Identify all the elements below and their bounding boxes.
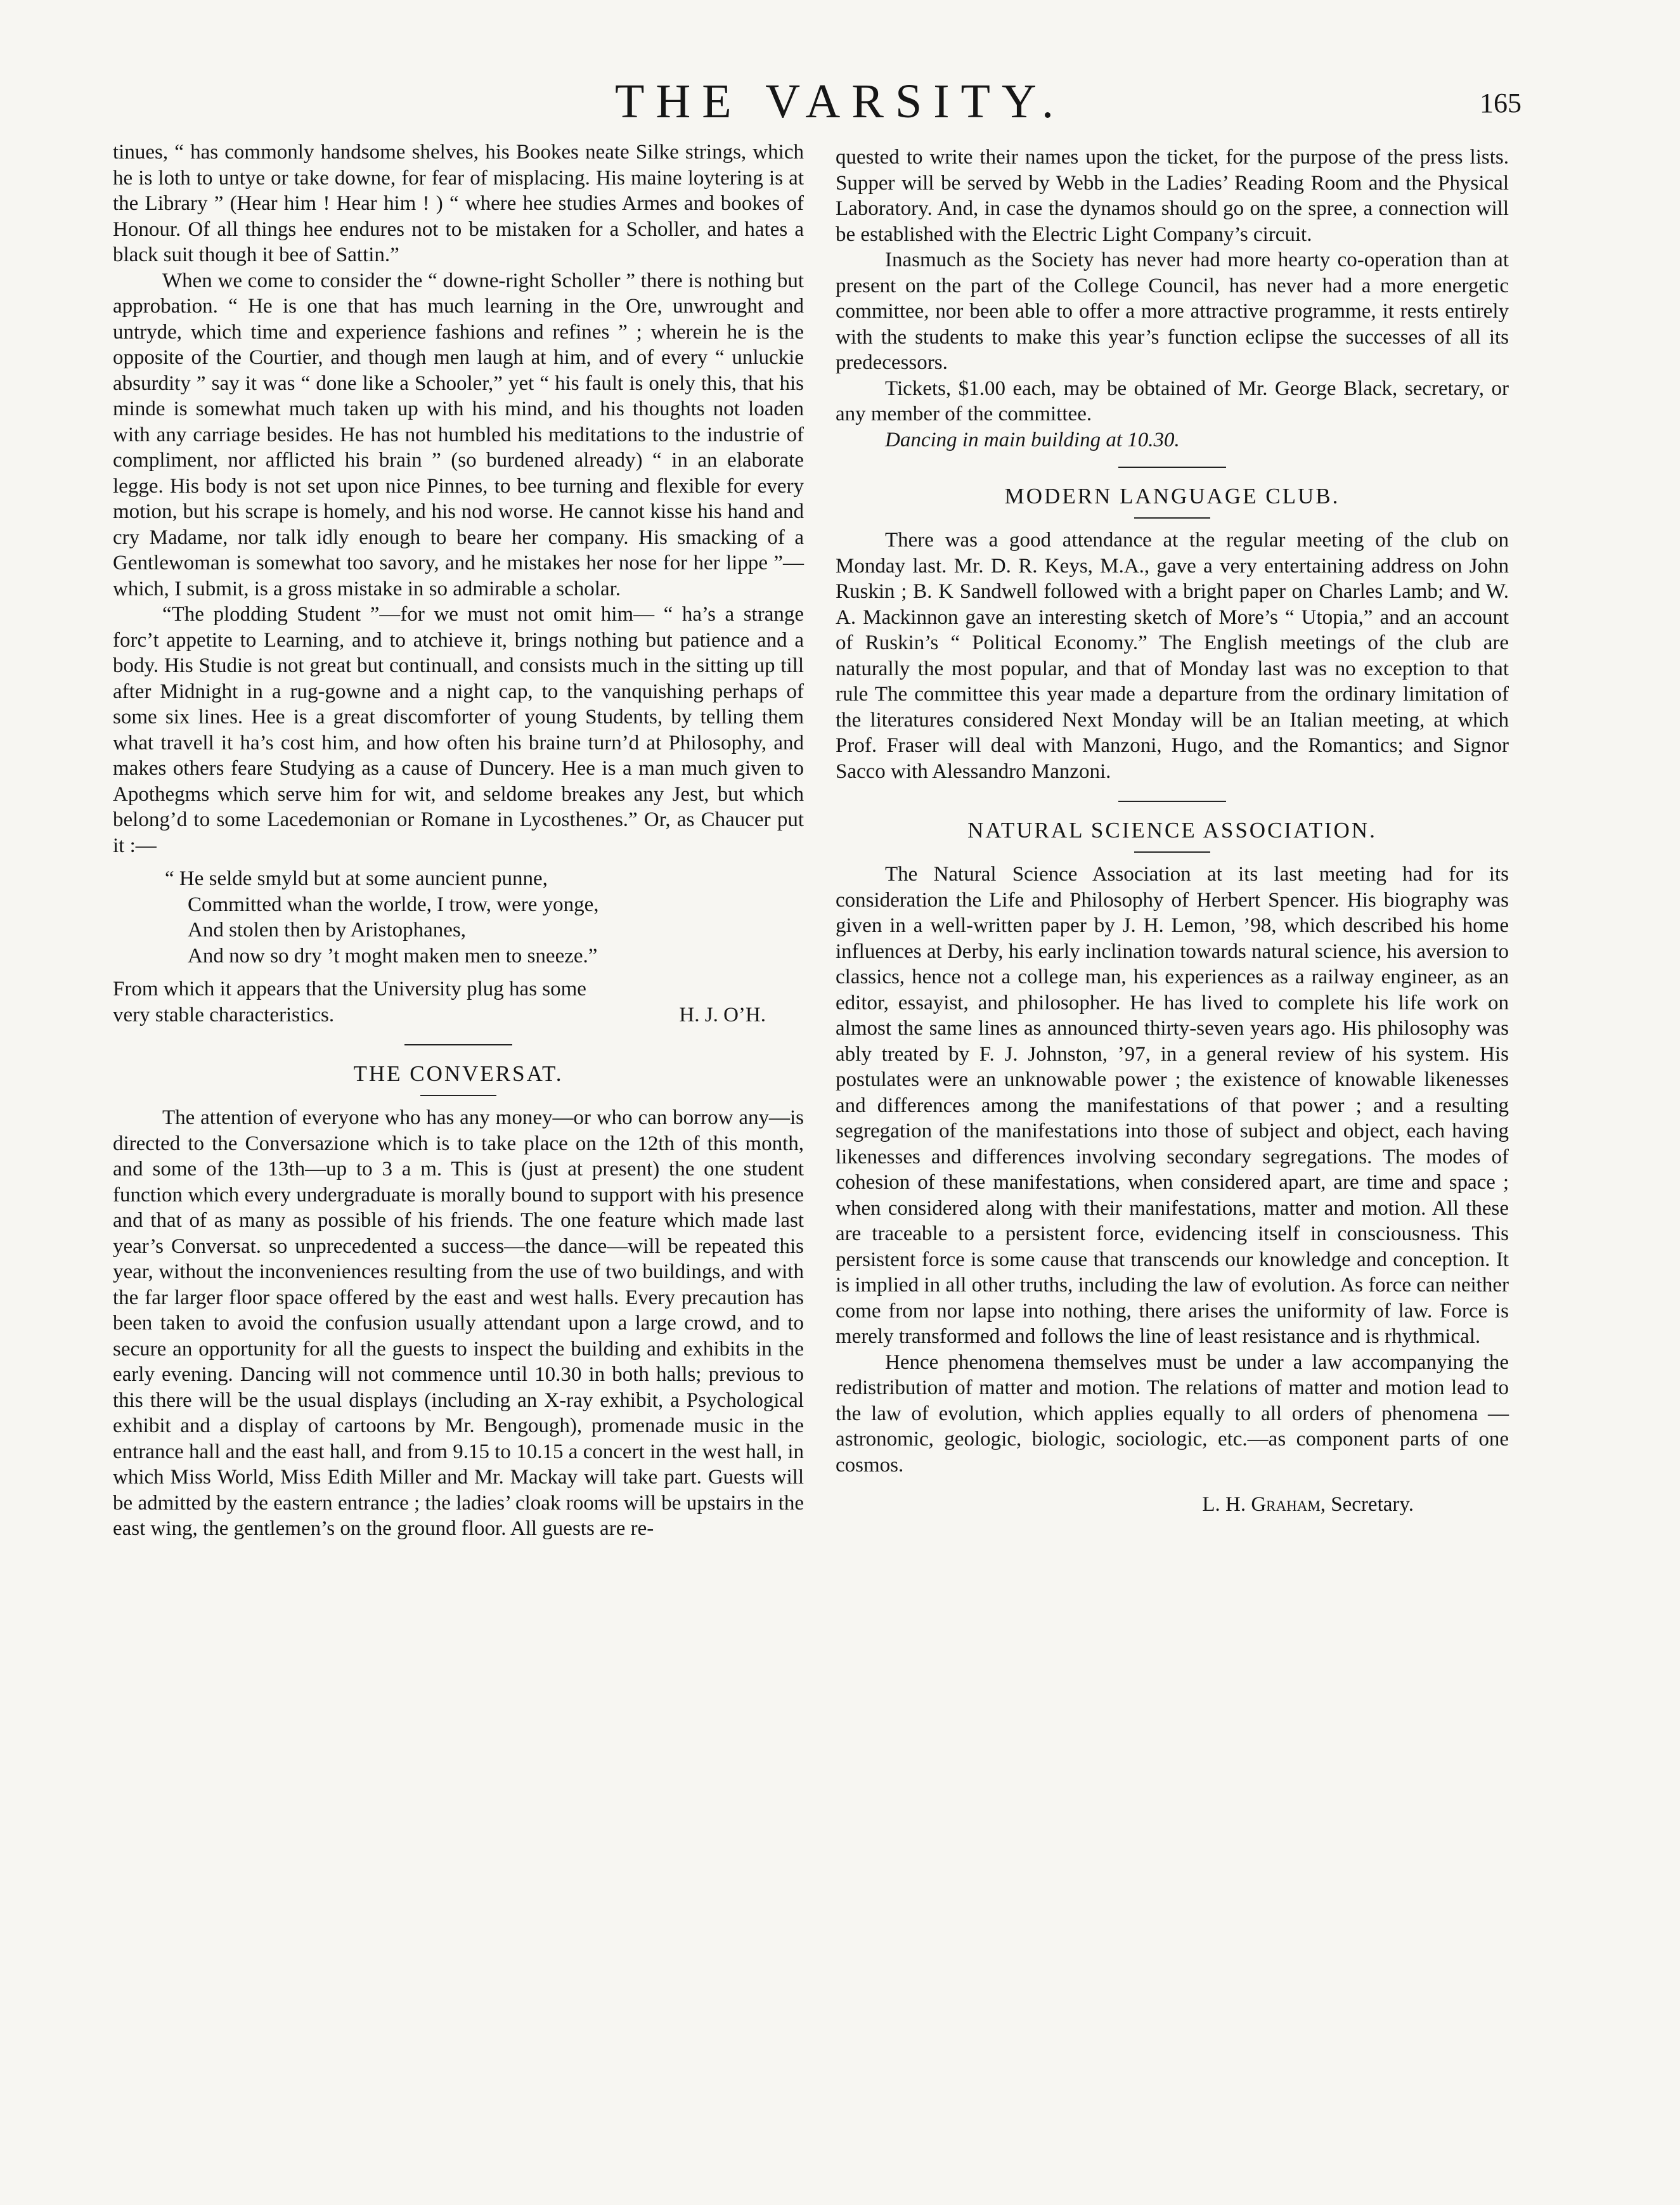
dancing-note: Dancing in main building at 10.30. <box>885 428 1180 451</box>
article-paragraph: The Natural Science Association at its last meeting had for its consideration the Life and Philosophy of Herbert Spencer. His biography was given in a well-written paper by J. H. Lemon, ’98, which described his home influences at Derby, his early inclination towards natural science, his aversion to classics, hence not a college man, his experiences as a railway engineer, as an editor, essayist, and philosopher. He has lived to complete his life work on almost the same lines as announced thirty-seven years ago. His philosophy was ably treated by F. J. Johnston, ’97, in a general review of his system. His postulates were an unknowable power ; the existence of knowable likenesses and differences among the manifestations of that power ; and a resulting segregation of the manifestations into those of subject and object, each having likenesses and differences involving secondary segregations. The modes of cohesion of these manifestations, when considered apart, are time and space ; when considered along with their manifestations, matter and motion. All these are traceable to a persistent force, evidencing itself in consciousness. This persistent force is some cause that transcends our knowledge and conception. It is implied in all other truths, including the law of evolution. As force can neither come from nor lapse into nothing, there arises the uniformity of law. Force is merely transformed and follows the line of least resistance and is rhythmical. <box>836 863 1509 1348</box>
article-paragraph: tinues, “ has commonly handsome shelves, his Bookes neate Silke strings, which he is loth to untye or take downe, for fear of misplacing. His maine loytering is at the Library ” (Hear him ! Hear him ! ) “ where hee studies Armes and bookes of Honour. Of all things hee endures not to be mistaken for a Scholler, and hates a black suit though it bee of Sattin.” <box>113 141 804 266</box>
newspaper-title: THE VARSITY. <box>614 75 1066 128</box>
page-number: 165 <box>1480 87 1522 119</box>
section-heading-modern-language-club: MODERN LANGUAGE CLUB. <box>1004 484 1340 508</box>
article-paragraph: Inasmuch as the Society has never had more hearty co-operation than at present on the part of the College Council, has never had a more energetic committee, nor been able to offer a more attractive programme, it rests entirely with the students to make this year’s function eclipse the successes of all its predecessors. <box>836 249 1509 374</box>
signoff-row <box>113 1002 804 1028</box>
right-column <box>836 145 1509 1518</box>
article-paragraph: The attention of everyone who has any money—or who can borrow any—is directed to the Conversazione which is to take place on the 12th of this month, and some of the 13th—up to 3 a m. This is (just at present) the one student function which every undergraduate is morally bound to support with his presence and that of as many as possible of his friends. The one feature which made last year’s Conversat. so unprecedented a success—the dance—will be repeated this year, without the inconveniences resulting from the use of two buildings, and with the far larger floor space offered by the east and west halls. Every precaution has been taken to avoid the confusion usually attendant upon a large crowd, and to secure an opportunity for all the guests to inspect the building and exhibits in the early evening. Dancing will not commence until 10.30 in both halls; previous to this there will be the usual displays (including an X-ray exhibit, a Psychological exhibit and a display of cartoons by Mr. Bengough), promenade music in the entrance hall and the east hall, and from 9.15 to 10.15 a concert in the west hall, in which Miss World, Miss Edith Miller and Mr. Mackay will take part. Guests will be admitted by the eastern entrance ; the ladies’ cloak rooms will be upstairs in the east wing, the gentlemen’s on the ground floor. All guests are re- <box>113 1106 804 1540</box>
chaucer-quote <box>165 866 804 969</box>
quote-line: And now so dry ’t moght maken men to sneeze.” <box>188 944 598 967</box>
masthead <box>0 67 1680 136</box>
secretary-name: L. H. Graham, <box>1202 1493 1326 1516</box>
article-paragraph: “The plodding Student ”—for we must not omit him— “ ha’s a strange forc’t appetite to Learning, and to atchieve it, brings nothing but patience and a body. His Studie is not great but continuall, and consists much in the sitting up till after Midnight in a rug-gowne and a night cap, to the vanquishing perhaps of some six lines. Hee is a great discomforter of young Students, by telling them what travell it ha’s cost him, and how often his braine turn’d at Philosophy, and makes others feare Studying as a cause of Duncery. Hee is a man much given to Apothegms which serve him for wit, and seldome breakes any Jest, but which belong’d to some Lacedemonian or Romane in Lycosthenes.” Or, as Chaucer put it :— <box>113 603 804 857</box>
section-divider <box>1118 801 1226 802</box>
section-divider <box>1118 467 1226 468</box>
article-paragraph: From which it appears that the University plug has some <box>113 978 586 1000</box>
secretary-title: Secretary. <box>1331 1493 1414 1516</box>
secretary-signoff <box>836 1492 1509 1518</box>
article-paragraph: There was a good attendance at the regular meeting of the club on Monday last. Mr. D. R. Keys, M.A., gave a very entertaining address on John Ruskin ; B. K Sandwell followed with a bright paper on Charles Lamb; and W. A. Mackinnon gave an interesting sketch of More’s “ Utopia,” and an account of Ruskin’s “ Political Economy.” The English meetings of the club are naturally the most popular, and that of Monday last was no exception to that rule The committee this year made a departure from the ordinary limitation of the literatures considered Next Monday will be an Italian meeting, at which Prof. Fraser will deal with Manzoni, Hugo, and the Romantics; and Signor Sacco with Alessandro Manzoni. <box>836 529 1509 783</box>
quote-line: “ He selde smyld but at some auncient punne, <box>165 867 548 890</box>
quote-line: And stolen then by Aristophanes, <box>188 919 467 941</box>
article-paragraph: When we come to consider the “ downe-right Scholler ” there is nothing but approbation. “ He is one that has much learning in the Ore, unwrought and untryde, which time and experience fashions and refines ” ; wherein he is the opposite of the Courtier, and though men laugh at him, and of every “ unluckie absurdity ” say it was “ done like a Schooler,” yet “ his fault is onely this, that his minde is somewhat much taken up with his mind, and his thoughts not loaden with any carriage besides. He has not humbled his meditations to the industrie of compliment, nor afflicted his brain ” (so burdened already) “ in an elaborate legge. His body is not set upon nice Pinnes, to bee turning and flexible for every motion, but his scrape is homely, and his nod worse. He cannot kisse his hand and cry Madame, nor talk idly enough to beare her company. His smacking of a Gentlewoman is somewhat too savory, and he mistakes her nose for her lippe ”—which, I submit, is a gross mistake in so admirable a scholar. <box>113 269 804 600</box>
heading-rule <box>1134 517 1210 519</box>
section-heading-conversat: THE CONVERSAT. <box>353 1061 564 1086</box>
closing-text: very stable characteristics. <box>113 1003 335 1026</box>
article-paragraph: quested to write their names upon the ticket, for the purpose of the press lists. Supper will be served by Webb in the Ladies’ Reading Room and the Physical Laboratory. And, in case the dynamos should go on the spree, a connection will be established with the Electric Light Company’s circuit. <box>836 146 1509 246</box>
heading-rule <box>420 1095 496 1096</box>
heading-rule <box>1134 851 1210 853</box>
section-divider <box>404 1044 512 1045</box>
author-signature: H. J. O’H. <box>679 1003 766 1026</box>
section-heading-natural-science-association: NATURAL SCIENCE ASSOCIATION. <box>967 818 1377 843</box>
article-paragraph: Tickets, $1.00 each, may be obtained of Mr. George Black, secretary, or any member of the committee. <box>836 377 1509 425</box>
article-paragraph: Hence phenomena themselves must be under a law accompanying the redistribution of matter and motion. The relations of matter and motion lead to the law of evolution, which applies equally to all orders of phenomena —astronomic, geologic, biologic, sociologic, etc.—as component parts of one cosmos. <box>836 1350 1509 1477</box>
quote-line: Committed whan the worlde, I trow, were yonge, <box>188 893 599 916</box>
left-column <box>113 139 804 1542</box>
